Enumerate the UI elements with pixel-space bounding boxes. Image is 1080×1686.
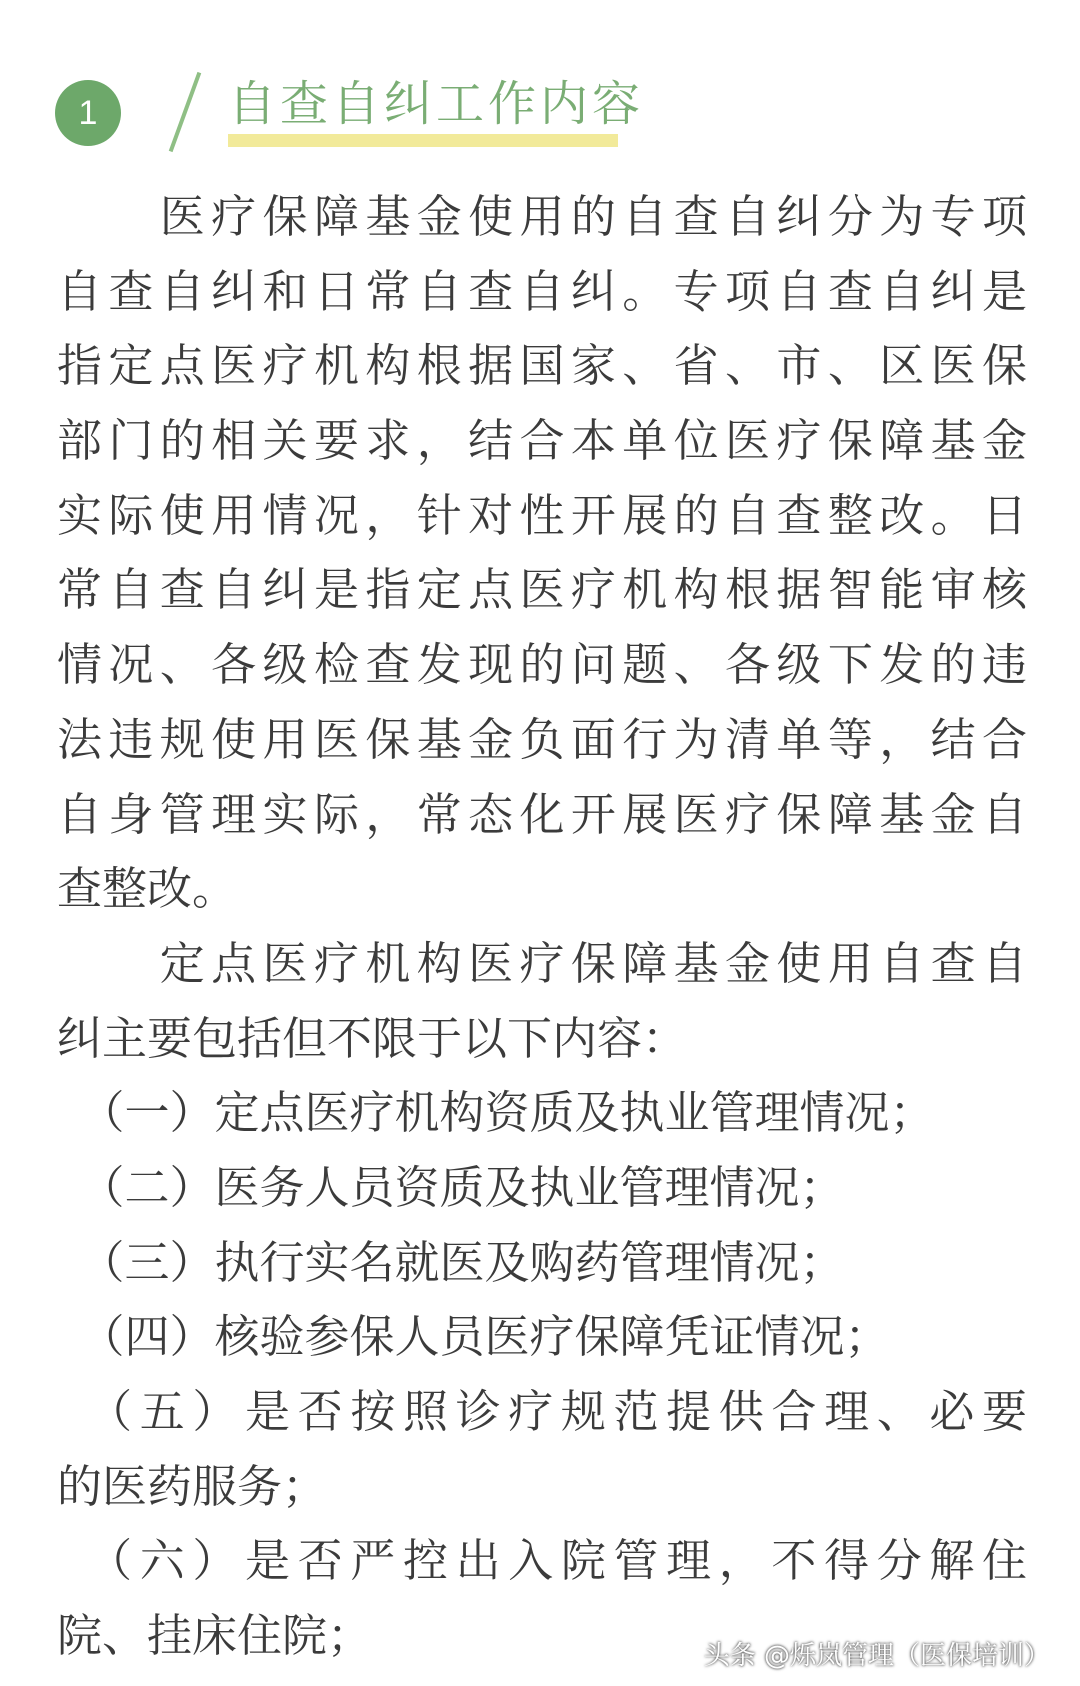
list-item-5: （五）是否按照诊疗规范提供合理、必要 — [57, 1385, 1027, 1438]
slash-divider — [169, 72, 201, 152]
text-line: 实际使用情况，针对性开展的自查整改。日 — [57, 488, 1027, 542]
text-line: 法违规使用医保基金负面行为清单等，结合 — [57, 712, 1027, 766]
text-line: 常自查自纠是指定点医疗机构根据智能审核 — [57, 563, 1027, 617]
body-text — [57, 180, 1027, 1674]
text-line: 情况、各级检查发现的问题、各级下发的违 — [57, 638, 1027, 692]
watermark: 头条 @烁岚管理（医保培训） — [703, 1641, 1050, 1671]
list-item-5-cont: 的医药服务； — [57, 1459, 328, 1513]
list-item-6: （六）是否严控出入院管理，不得分解住 — [57, 1534, 1027, 1588]
list-item-6-cont: 院、挂床住院； — [57, 1609, 373, 1663]
text-line: 查整改。 — [57, 862, 238, 916]
list-item-1: （一）定点医疗机构资质及执业管理情况； — [57, 1086, 935, 1140]
text-line: 医疗保障基金使用的自查自纠分为专项 — [57, 190, 1027, 243]
list-item-3: （三）执行实名就医及购药管理情况； — [57, 1235, 845, 1289]
section-number-badge: 1 — [55, 80, 121, 146]
text-line: 纠主要包括但不限于以下内容： — [57, 1011, 688, 1065]
text-line: 自查自纠和日常自查自纠。专项自查自纠是 — [57, 264, 1027, 318]
text-line: 指定点医疗机构根据国家、省、市、区医保 — [57, 339, 1027, 393]
text-line: 自身管理实际，常态化开展医疗保障基金自 — [57, 787, 1027, 841]
text-line: 定点医疗机构医疗保障基金使用自查自 — [57, 936, 1027, 990]
list-item-2: （二）医务人员资质及执业管理情况； — [57, 1160, 845, 1214]
section-title: 自查自纠工作内容 — [228, 76, 645, 132]
section-header — [55, 70, 655, 150]
text-line: 部门的相关要求，结合本单位医疗保障基金 — [57, 414, 1027, 468]
list-item-4: （四）核验参保人员医疗保障凭证情况； — [57, 1310, 890, 1364]
